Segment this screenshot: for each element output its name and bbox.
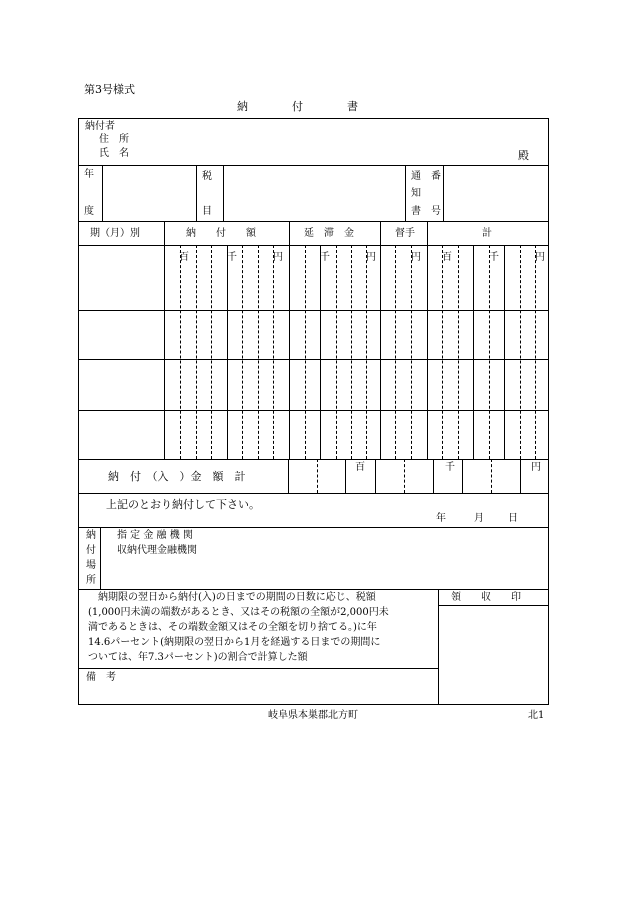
dash-t1 — [442, 245, 443, 459]
dash-t2 — [458, 245, 459, 459]
notice-line-1: 通 番 — [411, 171, 441, 182]
rule-tr-4 — [462, 459, 463, 493]
dash-tr2 — [404, 459, 405, 493]
place-char-2: 付 — [86, 545, 96, 556]
dash-tr3 — [491, 459, 492, 493]
year-label-bottom: 度 — [84, 206, 94, 217]
total-unit-yen: 円 — [531, 462, 541, 473]
dash-d2 — [411, 245, 412, 459]
col-period: 期（月）別 — [90, 228, 140, 239]
dash-p3 — [211, 245, 212, 459]
rule-stamp-header — [438, 605, 549, 606]
rule-tr-thousand — [433, 459, 434, 493]
dash-d1 — [395, 245, 396, 459]
rule-notice-left — [405, 165, 406, 221]
form-title: 納 付 書 — [237, 100, 358, 113]
unit-payment-yen: 円 — [273, 252, 283, 263]
dash-t4 — [520, 245, 521, 459]
dash-p4 — [242, 245, 243, 459]
rule-t-thousand — [473, 245, 474, 459]
notice-line-2: 知 — [411, 188, 421, 199]
remarks-label: 備 考 — [86, 672, 116, 683]
rule-stamp-left — [438, 589, 439, 705]
rule-total-left — [288, 459, 289, 493]
note-line-3: 満であるときは、その端数金額又はその全額を切り捨てる。)に年 — [88, 622, 377, 633]
dash-p6 — [273, 245, 274, 459]
total-row-label: 納 付 （入 ）金 額 計 — [108, 470, 246, 483]
dash-l2 — [336, 245, 337, 459]
note-line-2: (1,000円未満の端数があるとき、又はその税額の全額が2,000円未 — [88, 607, 389, 618]
date-month: 月 — [474, 513, 484, 524]
dash-tr1 — [317, 459, 318, 493]
dash-t3 — [489, 245, 490, 459]
unit-total-thousand: 千 — [489, 252, 499, 263]
note-line-4: 14.6パーセント(納期限の翌日から1月を経過する日までの期間に — [88, 637, 381, 648]
col-dunning: 督手 — [395, 228, 415, 239]
place-char-4: 所 — [86, 575, 96, 586]
rule-note-bottom — [78, 668, 438, 669]
unit-late-thousand: 千 — [320, 252, 330, 263]
dash-p2 — [196, 245, 197, 459]
dash-l3 — [351, 245, 352, 459]
rule-payer-bottom — [78, 165, 549, 166]
rule-row-1 — [78, 310, 549, 311]
place-char-1: 納 — [86, 530, 96, 541]
note-line-1: 納期限の翌日から納付(入)の日までの期間の日数に応じ、税額 — [98, 592, 376, 603]
total-unit-thousand: 千 — [445, 462, 455, 473]
rule-row-4 — [78, 459, 549, 460]
receipt-stamp-label: 領 収 印 — [451, 592, 521, 603]
col-payment: 納 付 額 — [186, 228, 256, 239]
col-late-fee: 延 滞 金 — [304, 228, 354, 239]
notice-line-3: 書 号 — [411, 206, 441, 217]
rule-col-3 — [380, 221, 381, 459]
rule-tax-right — [223, 165, 224, 221]
unit-payment-hundred: 百 — [179, 252, 189, 263]
rule-statement-bottom — [78, 527, 549, 528]
unit-total-hundred: 百 — [442, 252, 452, 263]
rule-col-2 — [289, 221, 290, 459]
statement: 上記のとおり納付して下さい。 — [106, 498, 260, 511]
rule-year-right — [102, 165, 103, 221]
rule-tr-hundred — [345, 459, 346, 493]
payer-label: 納付者 — [85, 121, 115, 132]
unit-payment-thousand: 千 — [227, 252, 237, 263]
place-char-3: 場 — [86, 560, 96, 571]
rule-row-2 — [78, 359, 549, 360]
address-label: 住 所 — [99, 134, 129, 145]
rule-row-3 — [78, 410, 549, 411]
rule-col-4 — [427, 221, 428, 459]
rule-p-thousand — [227, 245, 228, 459]
rule-total-bottom — [78, 493, 549, 494]
rule-place-bottom — [78, 589, 549, 590]
unit-dunning-yen: 円 — [411, 252, 421, 263]
name-label: 氏 名 — [99, 148, 129, 159]
year-label-top: 年 — [84, 169, 94, 180]
date-year: 年 — [436, 513, 446, 524]
footer-code: 北1 — [528, 710, 545, 721]
rule-tax-left — [196, 165, 197, 221]
rule-l-thousand — [320, 245, 321, 459]
rule-col-1 — [164, 221, 165, 459]
unit-late-yen: 円 — [366, 252, 376, 263]
form-number: 第3号様式 — [84, 83, 135, 96]
rule-header-bottom — [78, 221, 549, 222]
tax-label-top: 税 — [202, 171, 212, 182]
place-line-2: 収納代理金融機関 — [117, 545, 197, 556]
rule-place-label-right — [100, 527, 101, 589]
rule-columns-bottom — [78, 245, 549, 246]
rule-notice-right — [443, 165, 444, 221]
unit-total-yen: 円 — [535, 252, 545, 263]
dash-p5 — [258, 245, 259, 459]
dash-l1 — [305, 245, 306, 459]
place-line-1: 指 定 金 融 機 関 — [117, 530, 193, 541]
honorific: 殿 — [518, 149, 529, 162]
rule-tr-2 — [375, 459, 376, 493]
note-line-5: ついては、年7.3パーセント)の割合で計算した額 — [88, 652, 308, 663]
rule-t-mid — [504, 245, 505, 459]
dash-t5 — [535, 245, 536, 459]
col-total: 計 — [482, 228, 492, 239]
dash-l4 — [366, 245, 367, 459]
rule-tr-yen — [520, 459, 521, 493]
footer-issuer: 岐阜県本巣郡北方町 — [268, 710, 358, 721]
tax-label-bottom: 目 — [202, 206, 212, 217]
total-unit-hundred: 百 — [355, 462, 365, 473]
date-day: 日 — [508, 513, 518, 524]
dash-p1 — [180, 245, 181, 459]
